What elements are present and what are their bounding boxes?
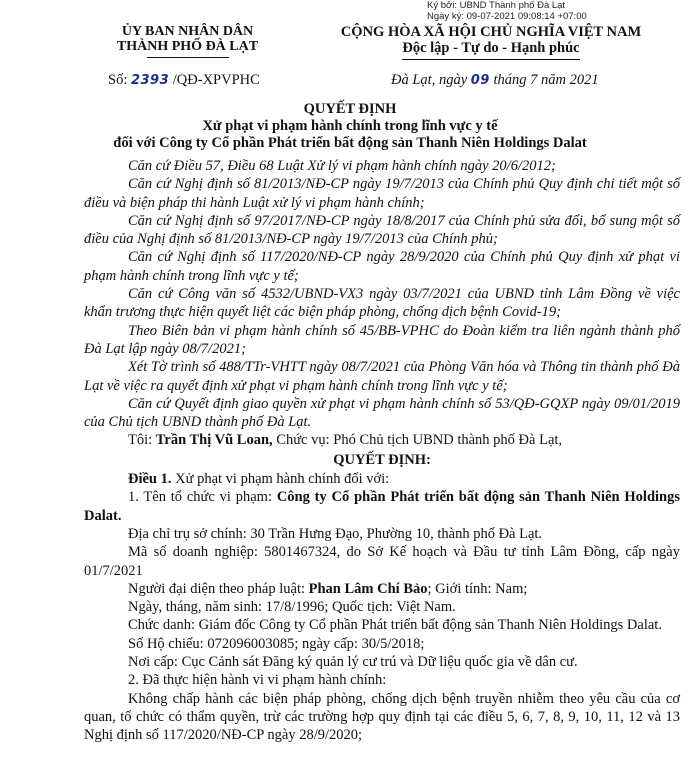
authority-line1: ỦY BAN NHÂN DÂN — [121, 24, 254, 39]
org-name-line: 1. Tên tổ chức vi phạm: Công ty Cổ phần Phát triển bất động sản Thanh Niên Holdings Dalat. — [84, 489, 680, 524]
violation-text: Không chấp hành các biện pháp phòng, chống dịch bệnh truyền nhiễm theo yêu cầu của cơ quan, tổ chức có thẩm quyền, trừ các trường hợp quy định tại các điều 5, 6, 7, 8, 9, 10, 11, 12 và 13 Nghị định số 117/2020/NĐ-CP ngày 28/9/2020; — [84, 690, 680, 744]
country-name: CỘNG HÒA XÃ HỘI CHỦ NGHĨA VIỆT NAM — [340, 24, 642, 40]
issued-by-line: Nơi cấp: Cục Cảnh sát Đăng ký quản lý cư trú và Dữ liệu quốc gia về dân cư. — [128, 654, 578, 671]
job-title: Chức danh: Giám đốc Công ty Cổ phần Phát triển bất động sản Thanh Niên Holdings Dalat. — [128, 617, 662, 634]
issuing-authority — [105, 24, 270, 58]
basis-item: Căn cứ Quyết định giao quyền xử phạt vi phạm hành chính số 53/QĐ-GQXP ngày 09/01/2019 của Chủ tịch UBND thành phố Đà Lạt. — [84, 395, 680, 431]
signature-date: Ngày ký: 09-07-2021 09:08:14 +07:00 — [427, 11, 587, 22]
document-number: Số: 2393 /QĐ-XPVPHC — [108, 72, 260, 88]
motto: Độc lập - Tự do - Hạnh phúc — [402, 40, 580, 56]
representative-name: Phan Lâm Chí Bảo — [308, 580, 428, 597]
handwritten-number: 2393 — [130, 73, 170, 88]
basis-item: Căn cứ Công văn số 4532/UBND-VX3 ngày 03/7/2021 của UBND tỉnh Lâm Đồng về việc khẩn trương thực hiện quyết liệt các biện pháp phòng, chống dịch bệnh Covid-19; — [84, 286, 680, 321]
decision-heading: QUYẾT ĐỊNH: — [333, 451, 431, 468]
org-tax-code: Mã số doanh nghiệp: 5801467324, do Sở Kế hoạch và Đầu tư tỉnh Lâm Đồng, cấp ngày 01/7/2021 — [84, 544, 680, 579]
birth-nationality: Ngày, tháng, năm sinh: 17/8/1996; Quốc tịch: Việt Nam. — [128, 599, 456, 616]
org-address: Địa chỉ trụ sở chính: 30 Trần Hưng Đạo, Phường 10, thành phố Đà Lạt. — [128, 525, 543, 542]
basis-item: Căn cứ Điều 57, Điều 68 Luật Xử lý vi phạm hành chính ngày 20/6/2012; — [128, 158, 556, 174]
article-1-label: Điều 1. — [128, 471, 172, 488]
basis-item: Theo Biên bản vi phạm hành chính số 45/BB-VPHC do Đoàn kiểm tra liên ngành thành phố Đà Lạt lập ngày 08/7/2021; — [84, 322, 680, 357]
handwritten-day: 09 — [470, 73, 490, 88]
basis-item: Căn cứ Nghị định số 97/2017/NĐ-CP ngày 18/8/2017 của Chính phủ sửa đổi, bổ sung một số điều của Nghị định số 81/2013/NĐ-CP ngày 19/7/2013 của Chính phủ; — [84, 212, 680, 248]
representative-line: Người đại diện theo pháp luật: Phan Lâm Chí Bảo; Giới tính: Nam; — [128, 580, 528, 597]
authority-line2: THÀNH PHỐ ĐÀ LẠT — [116, 39, 259, 54]
passport-line: Số Hộ chiếu: 072096003085; ngày cấp: 30/5/2018; — [128, 635, 425, 652]
basis-item: Xét Tờ trình số 488/TTr-VHTT ngày 08/7/2021 của Phòng Văn hóa và Thông tin thành phố Đà Lạt về việc ra quyết định xử phạt vi phạm hành chính trong lĩnh vực y tế; — [84, 359, 680, 394]
document-title: QUYẾT ĐỊNH — [303, 101, 397, 117]
motto-underline — [402, 59, 580, 60]
document-subtitle-1: Xử phạt vi phạm hành chính trong lĩnh vực y tế — [202, 118, 498, 134]
national-motto — [313, 24, 669, 60]
basis-item: Căn cứ Nghị định số 117/2020/NĐ-CP ngày 28/9/2020 của Chính phủ Quy định xử phạt vi phạm hành chính trong lĩnh vực y tế; — [84, 249, 680, 284]
authority-underline — [147, 57, 229, 58]
signer-name: Trần Thị Vũ Loan, — [155, 432, 273, 449]
violation-heading: 2. Đã thực hiện hành vi vi phạm hành chính: — [128, 672, 387, 689]
signature-signer: Ký bởi: UBND Thành phố Đà Lạt — [427, 0, 566, 11]
document-body — [84, 157, 680, 745]
digital-signature-stamp — [427, 0, 587, 22]
org-name: Công ty Cổ phần Phát triển bất động sản Thanh Niên Holdings Dalat. — [84, 489, 680, 524]
document-date: Đà Lạt, ngày 09 tháng 7 năm 2021 — [391, 72, 599, 88]
basis-item: Căn cứ Nghị định số 81/2013/NĐ-CP ngày 19/7/2013 của Chính phủ Quy định chi tiết một số điều và biện pháp thi hành Luật xử lý vi phạm hành chính; — [84, 176, 680, 211]
document-subtitle-2: đối với Công ty Cổ phần Phát triển bất động sản Thanh Niên Holdings Dalat — [113, 135, 587, 151]
signer-line: Tôi: Trần Thị Vũ Loan, Chức vụ: Phó Chủ tịch UBND thành phố Đà Lạt, — [128, 432, 563, 449]
article-1: Điều 1. Xử phạt vi phạm hành chính đối với: — [128, 471, 390, 488]
